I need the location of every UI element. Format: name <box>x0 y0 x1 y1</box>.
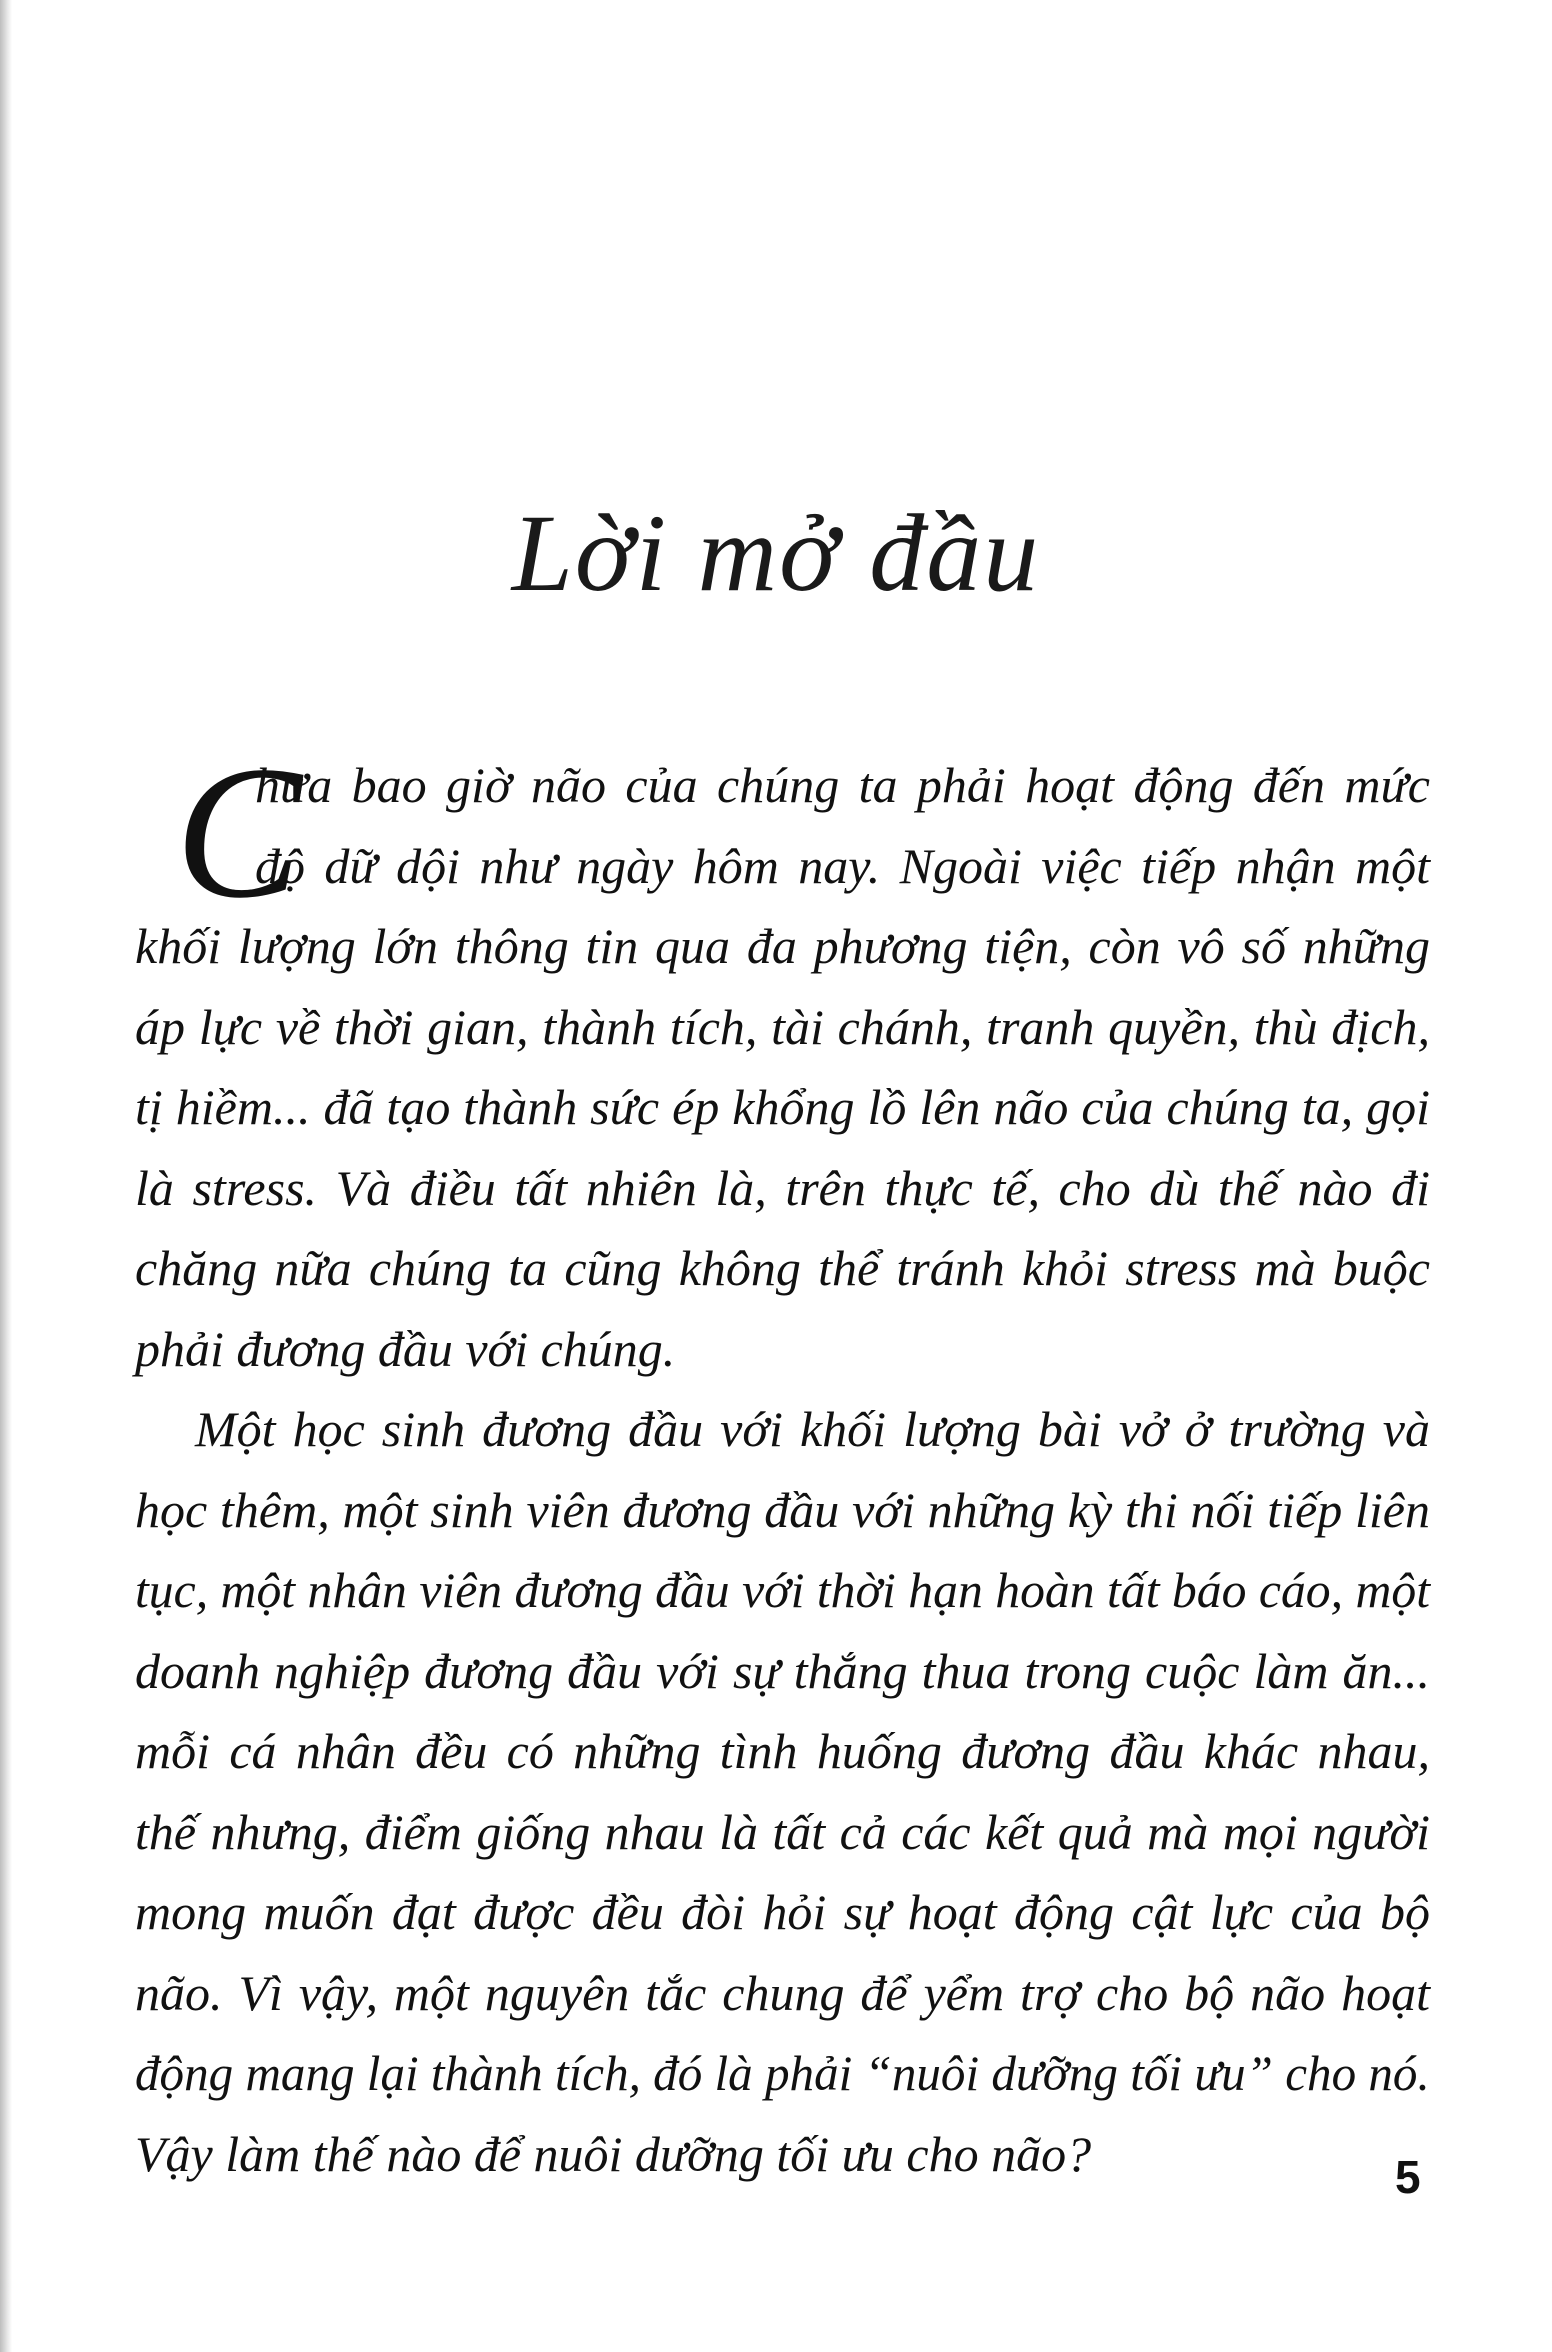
text-line: doanh nghiệp đương đầu với sự thắng thua trong cuộc làm ăn... <box>135 1642 1430 1699</box>
book-gutter-shadow <box>0 0 12 2352</box>
text-line: mong muốn đạt được đều đòi hỏi sự hoạt động cật lực của bộ <box>135 1884 1430 1940</box>
drop-cap: C <box>175 728 302 938</box>
text-line: học thêm, một sinh viên đương đầu với những kỳ thi nối tiếp liên <box>135 1481 1430 1538</box>
text-line: mỗi cá nhân đều có những tình huống đương đầu khác nhau, <box>135 1723 1430 1779</box>
text-line: thế nhưng, điểm giống nhau là tất cả các kết quả mà mọi người <box>135 1803 1430 1860</box>
paragraph-2 <box>135 1389 1430 2194</box>
text-line: hưa bao giờ não của chúng ta phải hoạt động đến mức <box>255 757 1430 813</box>
page-number: 5 <box>1395 2151 1421 2203</box>
text-line: khối lượng lớn thông tin qua đa phương tiện, còn vô số những <box>135 918 1430 974</box>
text-line: tục, một nhân viên đương đầu với thời hạn hoàn tất báo cáo, một <box>135 1562 1431 1618</box>
text-line: Vậy làm thế nào để nuôi dưỡng tối ưu cho não? <box>135 2125 1092 2182</box>
text-line: động mang lại thành tích, đó là phải “nuôi dưỡng tối ưu” cho nó. <box>135 2045 1430 2101</box>
text-line: phải đương đầu với chúng. <box>135 1320 676 1377</box>
text-line: áp lực về thời gian, thành tích, tài chánh, tranh quyền, thù địch, <box>135 998 1430 1055</box>
text-line: tị hiềm... đã tạo thành sức ép khổng lồ lên não của chúng ta, gọi <box>135 1079 1430 1135</box>
text-line: não. Vì vậy, một nguyên tắc chung để yểm trợ cho bộ não hoạt <box>135 1964 1430 2021</box>
text-line: Một học sinh đương đầu với khối lượng bài vở ở trường và <box>195 1401 1430 1457</box>
text-line: là stress. Và điều tất nhiên là, trên thực tế, cho dù thế nào đi <box>135 1159 1430 1216</box>
text-line: chăng nữa chúng ta cũng không thể tránh khỏi stress mà buộc <box>135 1240 1430 1296</box>
paragraph-1 <box>135 728 1430 1389</box>
text-line: độ dữ dội như ngày hôm nay. Ngoài việc tiếp nhận một <box>255 837 1430 894</box>
chapter-title: Lời mở đầu <box>511 492 1041 614</box>
body-text <box>135 728 1431 2194</box>
